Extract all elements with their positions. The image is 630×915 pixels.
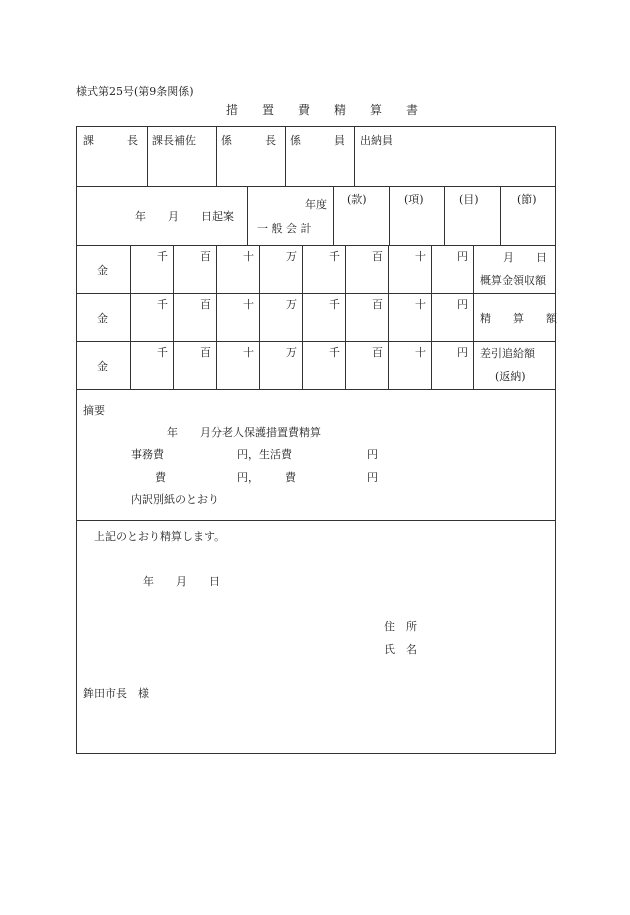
receipt-date: 月 日 [503, 251, 547, 264]
summary-expense-label: 費 [155, 471, 166, 484]
col-divider [216, 127, 217, 186]
kin-label: 金 [97, 312, 108, 325]
digit-unit: 千 [329, 346, 340, 359]
form-number: 様式第25号(第9条関係) [76, 85, 194, 98]
digit-unit: 百 [372, 250, 383, 263]
digit-unit: 十 [415, 298, 426, 311]
declaration-statement: 上記のとおり精算します。 [94, 530, 226, 543]
col-divider [130, 245, 131, 389]
approval-staff: 係 員 [290, 134, 345, 147]
col-divider [247, 186, 248, 245]
col-divider [345, 245, 346, 389]
kin-label: 金 [97, 360, 108, 373]
digit-unit: 百 [200, 250, 211, 263]
digit-unit: 十 [243, 346, 254, 359]
digit-unit: 百 [200, 298, 211, 311]
digit-unit: 十 [243, 250, 254, 263]
summary-yen-label: 円， [237, 471, 259, 484]
digit-unit: 円 [457, 250, 468, 263]
col-divider [173, 245, 174, 389]
settlement-amount-label: 精 算 額 [480, 312, 557, 325]
col-divider [431, 245, 432, 389]
row-divider [77, 341, 555, 342]
row-divider [77, 520, 555, 521]
col-divider [147, 127, 148, 186]
summary-yen-label: 円 [367, 448, 378, 461]
approval-assistant-chief: 課長補佐 [152, 134, 196, 147]
col-divider [259, 245, 260, 389]
budget-kan-label: (款) [347, 193, 367, 206]
address-label: 住 所 [384, 620, 417, 633]
col-divider [473, 245, 474, 389]
digit-unit: 万 [286, 298, 297, 311]
col-divider [216, 245, 217, 389]
row-divider [77, 186, 555, 187]
declaration-date: 年 月 日 [143, 575, 220, 588]
row-divider [77, 293, 555, 294]
col-divider [285, 127, 286, 186]
digit-unit: 千 [157, 250, 168, 263]
digit-unit: 百 [372, 346, 383, 359]
col-divider [500, 186, 501, 245]
advance-receipt-label: 概算金領収額 [480, 274, 546, 287]
summary-expense-label: 費 [285, 471, 296, 484]
kin-label: 金 [97, 264, 108, 277]
digit-unit: 万 [286, 346, 297, 359]
approval-unit-chief: 係 長 [221, 134, 276, 147]
col-divider [333, 186, 334, 245]
col-divider [354, 127, 355, 186]
approval-section-chief: 課 長 [83, 134, 138, 147]
digit-unit: 万 [286, 250, 297, 263]
row-divider [77, 245, 555, 246]
draft-date: 年 月 日起案 [135, 210, 234, 223]
digit-unit: 千 [157, 346, 168, 359]
digit-unit: 十 [415, 250, 426, 263]
col-divider [302, 245, 303, 389]
summary-admin-cost-label: 事務費 [131, 448, 164, 461]
budget-kou-label: (項) [404, 193, 424, 206]
col-divider [389, 186, 390, 245]
digit-unit: 十 [415, 346, 426, 359]
budget-setsu-label: (節) [517, 193, 537, 206]
col-divider [388, 245, 389, 389]
refund-label: (返納) [495, 370, 526, 383]
digit-unit: 千 [157, 298, 168, 311]
row-divider [77, 389, 555, 390]
digit-unit: 百 [200, 346, 211, 359]
col-divider [444, 186, 445, 245]
digit-unit: 円 [457, 298, 468, 311]
digit-unit: 百 [372, 298, 383, 311]
additional-payment-label: 差引追給額 [480, 347, 535, 360]
summary-living-cost-label: 円，生活費 [237, 448, 292, 461]
name-label: 氏 名 [384, 643, 417, 656]
budget-moku-label: (目) [459, 193, 479, 206]
settlement-form [76, 126, 556, 754]
addressee: 鉾田市長 様 [83, 687, 149, 700]
form-title: 措 置 費 精 算 書 [226, 103, 419, 117]
summary-line-period: 年 月分老人保護措置費精算 [167, 426, 321, 439]
summary-yen-label: 円 [367, 471, 378, 484]
digit-unit: 円 [457, 346, 468, 359]
general-account-label: 一 般 会 計 [257, 222, 312, 235]
digit-unit: 十 [243, 298, 254, 311]
fiscal-year-label: 年度 [305, 198, 327, 211]
summary-heading: 摘要 [83, 404, 105, 417]
summary-breakdown-note: 内訳別紙のとおり [131, 493, 219, 506]
digit-unit: 千 [329, 298, 340, 311]
digit-unit: 千 [329, 250, 340, 263]
approval-cashier: 出納員 [360, 134, 393, 147]
